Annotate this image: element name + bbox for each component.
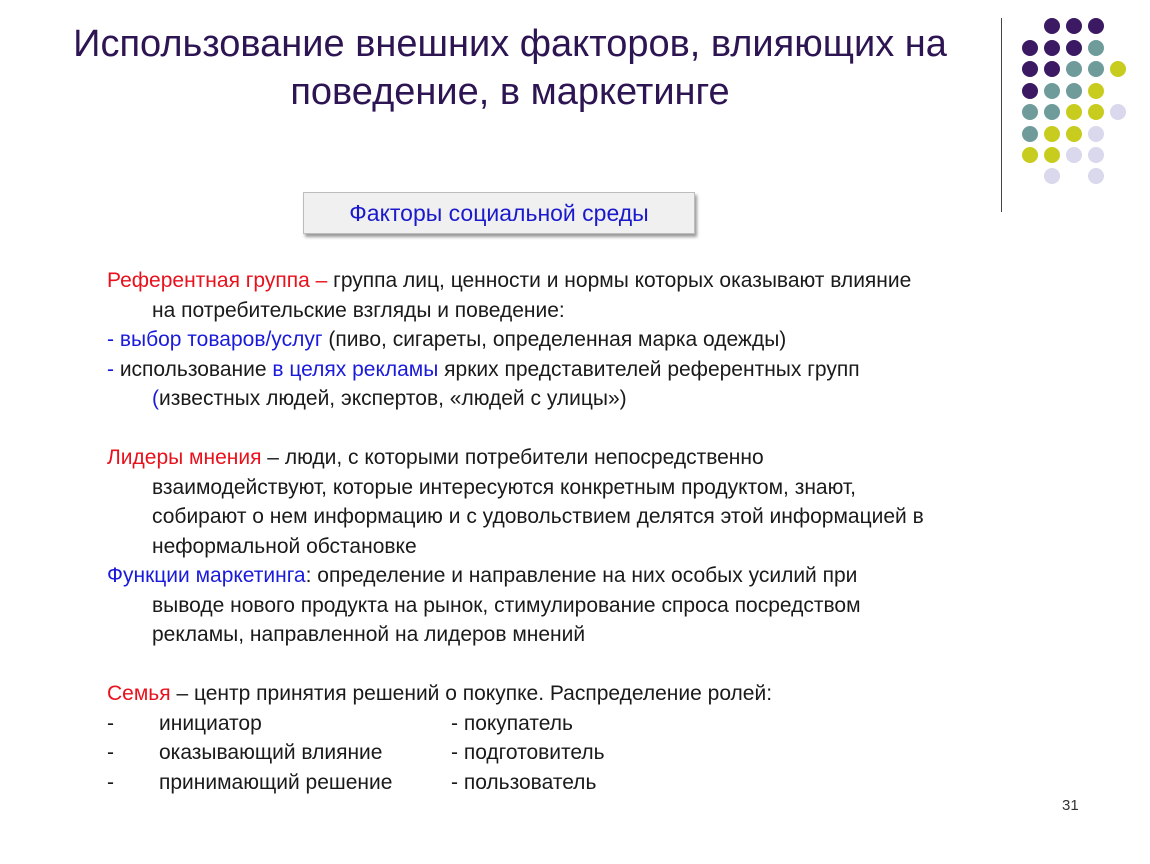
decorative-dot (1088, 83, 1104, 99)
family-role-row (107, 738, 1117, 768)
reference-item-2-plain: использование (119, 357, 273, 381)
functions-line1: : определение и направление на них особых усилий при (305, 564, 858, 587)
family-role-row (107, 709, 1117, 739)
family-term: Семья (107, 682, 171, 705)
decorative-dot (1044, 147, 1060, 163)
slide-body (107, 266, 1117, 797)
decorative-dot (1022, 61, 1038, 77)
leaders-paragraph (107, 443, 1117, 473)
page-number: 31 (1062, 797, 1079, 814)
role-left: оказывающий влияние (159, 741, 383, 764)
decorative-dot (1066, 126, 1082, 142)
decorative-dot (1110, 61, 1126, 77)
reference-group-def-line2: на потребительские взгляды и поведение: (152, 298, 565, 322)
decorative-dot (1044, 18, 1060, 34)
reference-item-2-line2-rest: известных людей, экспертов, «людей с улицы») (159, 387, 627, 410)
leaders-term: Лидеры мнения (107, 446, 262, 469)
role-left: инициатор (159, 711, 262, 735)
decorative-dot (1022, 126, 1038, 142)
reference-item-2-rest: ярких представителей референтных групп (438, 357, 860, 381)
leaders-line2: взаимодействуют, которые интересуются конкретным продуктом, знают, (152, 475, 857, 499)
decorative-dot (1022, 40, 1038, 56)
family-paragraph (107, 679, 1117, 709)
slide-title: Использование внешних факторов, влияющих на поведение, в маркетинге (73, 23, 947, 113)
decorative-dot (1088, 147, 1104, 163)
decorative-dot (1110, 104, 1126, 120)
leaders-line1: – люди, с которыми потребители непосредственно (261, 446, 764, 469)
decorative-dot (1088, 40, 1104, 56)
decorative-dot (1022, 104, 1038, 120)
family-line1: – центр принятия решений о покупке. Распределение ролей: (170, 682, 773, 705)
decorative-dot (1066, 18, 1082, 34)
leaders-line4: неформальной обстановке (152, 534, 417, 558)
reference-group-def-line1: группа лиц, ценности и нормы которых оказывают влияние (327, 269, 912, 292)
decorative-dot (1088, 18, 1104, 34)
reference-item-2-paren: ( (152, 387, 159, 410)
reference-item-1-rest: (пиво, сигареты, определенная марка одежды) (322, 328, 787, 351)
functions-line2: выводе нового продукта на рынок, стимулирование спроса посредством (152, 593, 861, 617)
decorative-dot (1044, 83, 1060, 99)
reference-group-term: Референтная группа – (107, 269, 328, 292)
reference-item-2 (107, 355, 1117, 385)
decorative-dot (1066, 83, 1082, 99)
decorative-dot (1066, 61, 1082, 77)
decorative-dot (1044, 104, 1060, 120)
role-right: - подготовитель (451, 741, 605, 764)
decorative-dot (1088, 61, 1104, 77)
role-left: принимающий решение (159, 770, 393, 794)
role-dash: - (107, 770, 114, 794)
decorative-dot (1044, 61, 1060, 77)
functions-term: Функции маркетинга (107, 564, 306, 587)
reference-item-1-dash: - (107, 328, 120, 351)
reference-item-1 (107, 325, 1117, 355)
reference-group-paragraph (107, 266, 1117, 296)
decorative-dot (1066, 104, 1082, 120)
decorative-dot (1022, 83, 1038, 99)
decorative-dot (1066, 147, 1082, 163)
functions-paragraph (107, 561, 1117, 591)
decorative-dot (1044, 168, 1060, 184)
reference-item-2-line2 (107, 384, 1117, 414)
decorative-dot-grid (0, 0, 1150, 200)
decorative-dot (1088, 104, 1104, 120)
reference-item-1-highlight: выбор товаров/услуг (119, 328, 323, 351)
decorative-dot (1066, 40, 1082, 56)
decorative-dot (1022, 147, 1038, 163)
role-right: - покупатель (451, 711, 573, 735)
social-factors-label-box: Факторы социальной среды (303, 192, 695, 234)
decorative-dot (1044, 40, 1060, 56)
family-role-row (107, 768, 1117, 798)
decorative-dot (1088, 168, 1104, 184)
role-dash: - (107, 711, 114, 735)
reference-item-2-highlight: в целях рекламы (272, 357, 439, 381)
decorative-dot (1044, 126, 1060, 142)
functions-line3: рекламы, направленной на лидеров мнений (152, 623, 586, 646)
role-right: - пользователь (451, 770, 597, 794)
leaders-line3: собирают о нем информацию и с удовольствием делятся этой информацией в (152, 505, 924, 528)
decorative-dot (1088, 126, 1104, 142)
role-dash: - (107, 741, 114, 764)
reference-item-2-dash: - (107, 357, 120, 381)
